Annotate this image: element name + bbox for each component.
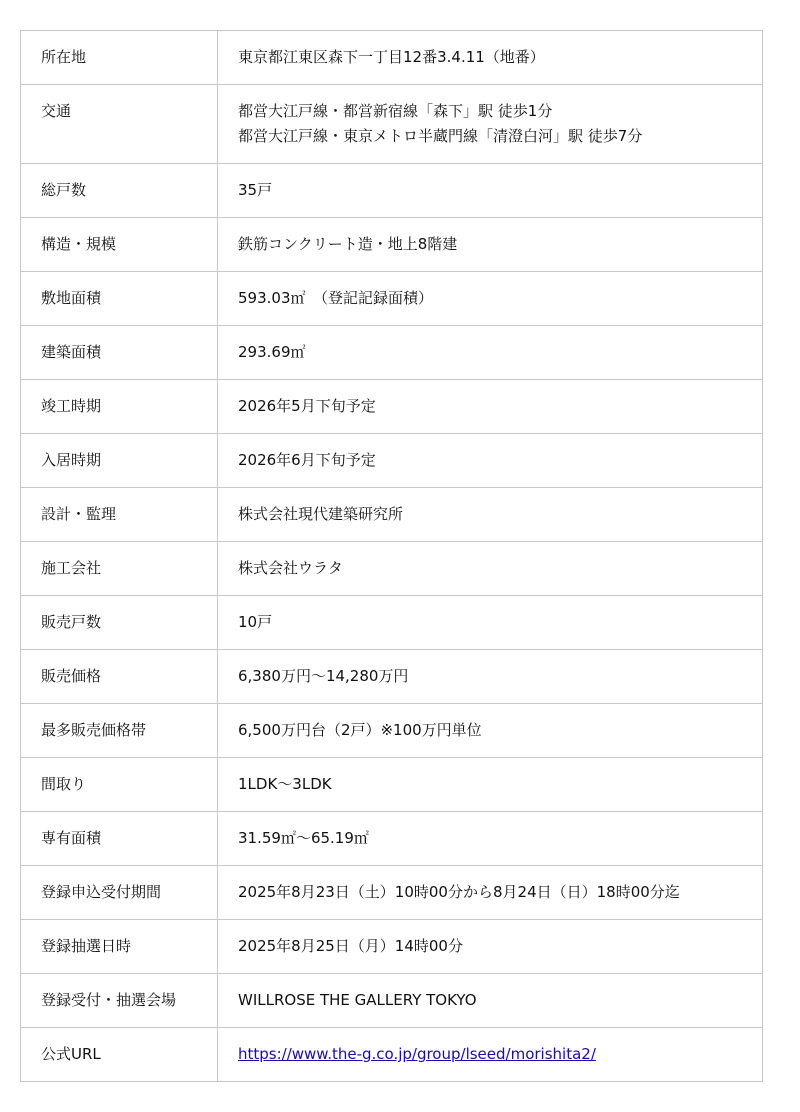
row-label-most-common-price: 最多販売価格帯 xyxy=(21,704,218,758)
row-value-units-for-sale xyxy=(218,596,763,650)
table-row xyxy=(21,272,763,326)
property-outline-sheet xyxy=(20,30,762,1082)
value-line: 株式会社現代建築研究所 xyxy=(238,505,404,523)
value-line: 593.03㎡ （登記記録面積） xyxy=(238,289,433,307)
value-line: 6,500万円台（2戸）※100万円単位 xyxy=(238,721,482,739)
table-row xyxy=(21,488,763,542)
official-url-link[interactable]: https://www.the-g.co.jp/group/lseed/morishita2/ xyxy=(238,1045,596,1063)
row-value-official-url xyxy=(218,1028,763,1082)
table-row xyxy=(21,218,763,272)
row-value-design xyxy=(218,488,763,542)
row-label-floor-area: 専有面積 xyxy=(21,812,218,866)
row-label-location: 所在地 xyxy=(21,31,218,85)
row-value-transport xyxy=(218,85,763,164)
table-row xyxy=(21,920,763,974)
value-line: 都営大江戸線・都営新宿線「森下」駅 徒歩1分 xyxy=(238,102,553,120)
value-line: 35戸 xyxy=(238,181,273,199)
row-value-contractor xyxy=(218,542,763,596)
table-row xyxy=(21,85,763,164)
value-line: 2025年8月25日（月）14時00分 xyxy=(238,937,463,955)
table-row xyxy=(21,31,763,85)
row-label-building-area: 建築面積 xyxy=(21,326,218,380)
row-value-floor-area xyxy=(218,812,763,866)
row-label-official-url: 公式URL xyxy=(21,1028,218,1082)
row-label-contractor: 施工会社 xyxy=(21,542,218,596)
row-label-move-in: 入居時期 xyxy=(21,434,218,488)
row-value-price xyxy=(218,650,763,704)
value-line: 株式会社ウラタ xyxy=(238,559,343,577)
row-value-completion xyxy=(218,380,763,434)
table-row xyxy=(21,974,763,1028)
row-label-lottery-date: 登録抽選日時 xyxy=(21,920,218,974)
value-line: 2026年5月下旬予定 xyxy=(238,397,376,415)
row-value-venue xyxy=(218,974,763,1028)
property-spec-table xyxy=(20,30,763,1082)
row-label-completion: 竣工時期 xyxy=(21,380,218,434)
row-label-registration-period: 登録申込受付期間 xyxy=(21,866,218,920)
row-value-structure xyxy=(218,218,763,272)
table-row xyxy=(21,812,763,866)
row-value-move-in xyxy=(218,434,763,488)
table-row xyxy=(21,704,763,758)
row-label-design: 設計・監理 xyxy=(21,488,218,542)
value-line: 2025年8月23日（土）10時00分から8月24日（日）18時00分迄 xyxy=(238,883,680,901)
table-row xyxy=(21,758,763,812)
value-line: 10戸 xyxy=(238,613,273,631)
row-value-total-units xyxy=(218,164,763,218)
value-line: 1LDK～3LDK xyxy=(238,775,332,793)
row-value-layout xyxy=(218,758,763,812)
table-row xyxy=(21,380,763,434)
table-row xyxy=(21,542,763,596)
row-label-structure: 構造・規模 xyxy=(21,218,218,272)
row-label-price: 販売価格 xyxy=(21,650,218,704)
value-line: 鉄筋コンクリート造・地上8階建 xyxy=(238,235,458,253)
value-line: 2026年6月下旬予定 xyxy=(238,451,376,469)
value-line: 6,380万円～14,280万円 xyxy=(238,667,409,685)
row-label-transport: 交通 xyxy=(21,85,218,164)
row-value-building-area xyxy=(218,326,763,380)
table-row xyxy=(21,596,763,650)
table-row xyxy=(21,1028,763,1082)
table-row xyxy=(21,164,763,218)
row-value-most-common-price xyxy=(218,704,763,758)
table-row xyxy=(21,434,763,488)
value-line: 293.69㎡ xyxy=(238,343,306,361)
row-value-registration-period xyxy=(218,866,763,920)
value-line: 都営大江戸線・東京メトロ半蔵門線「清澄白河」駅 徒歩7分 xyxy=(238,127,643,145)
row-label-total-units: 総戸数 xyxy=(21,164,218,218)
row-label-layout: 間取り xyxy=(21,758,218,812)
value-line: WILLROSE THE GALLERY TOKYO xyxy=(238,991,477,1009)
table-row xyxy=(21,650,763,704)
row-value-site-area xyxy=(218,272,763,326)
value-line: 東京都江東区森下一丁目12番3.4.11（地番） xyxy=(238,48,545,66)
table-row xyxy=(21,866,763,920)
row-label-site-area: 敷地面積 xyxy=(21,272,218,326)
row-label-units-for-sale: 販売戸数 xyxy=(21,596,218,650)
row-label-venue: 登録受付・抽選会場 xyxy=(21,974,218,1028)
row-value-location xyxy=(218,31,763,85)
row-value-lottery-date xyxy=(218,920,763,974)
table-row xyxy=(21,326,763,380)
value-line: 31.59㎡～65.19㎡ xyxy=(238,829,369,847)
